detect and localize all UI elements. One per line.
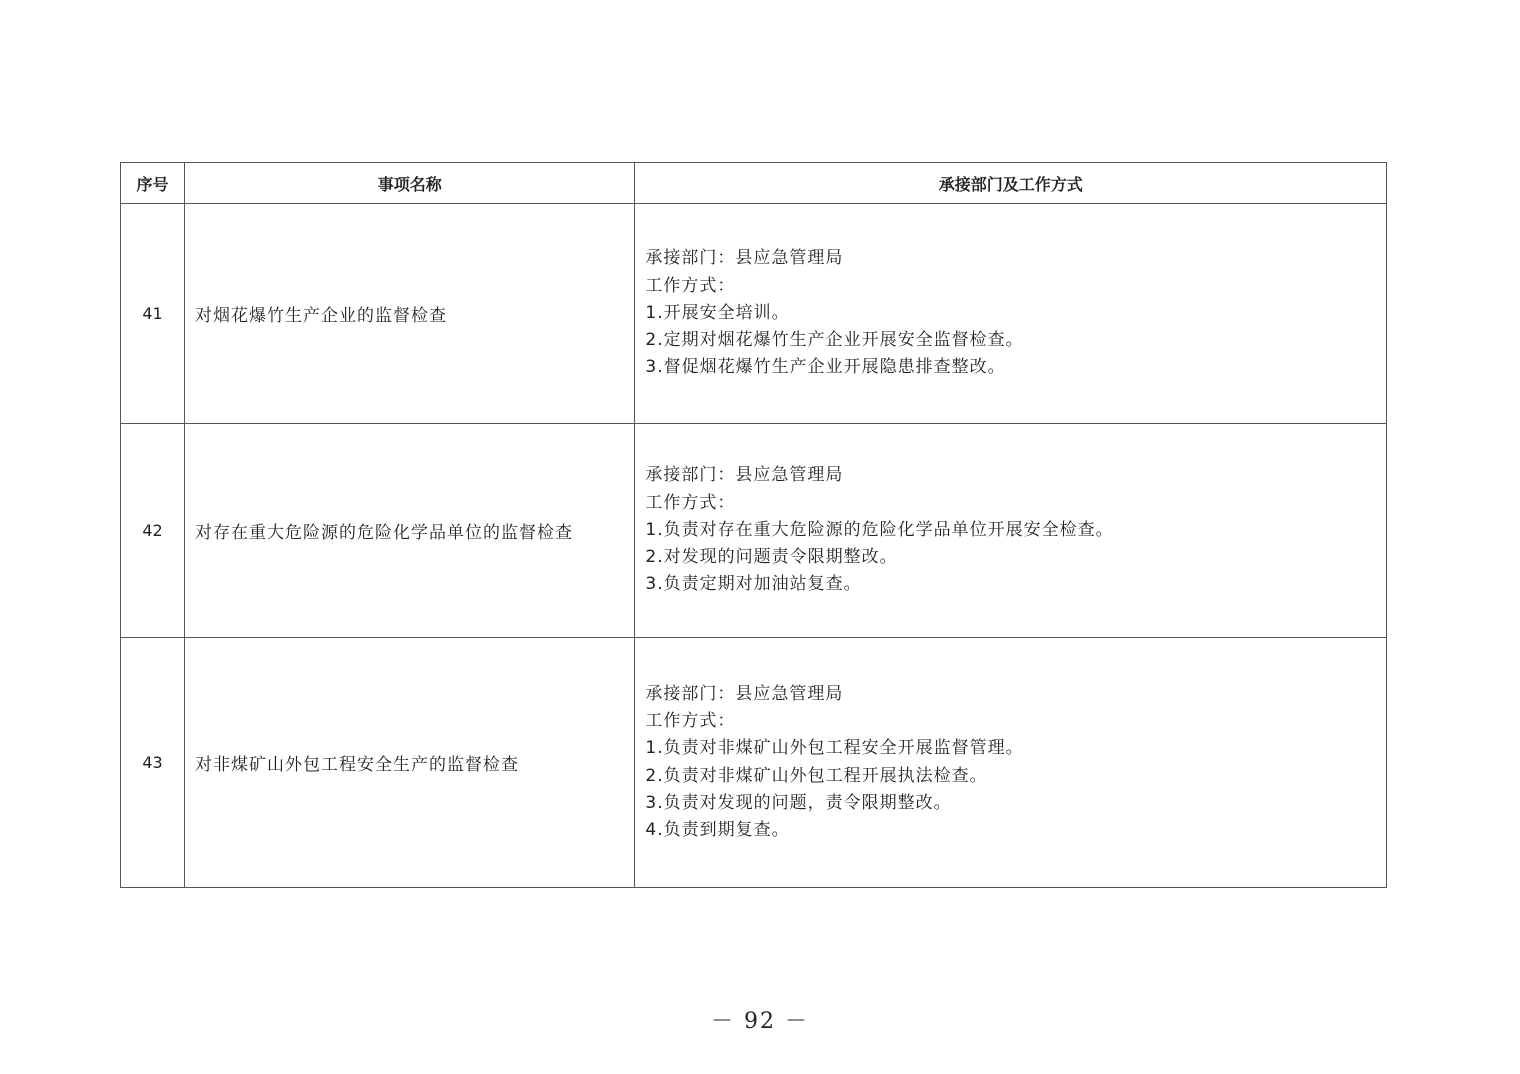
- table-row: [121, 638, 1387, 888]
- row-serial-number: 41: [121, 204, 185, 424]
- method-line: 1.负责对存在重大危险源的危险化学品单位开展安全检查。: [645, 519, 1114, 540]
- method-line: 4.负责到期复查。: [645, 820, 790, 841]
- row-serial-number: 43: [121, 638, 185, 888]
- table-row: [121, 204, 1387, 424]
- row-item-name: 对非煤矿山外包工程安全生产的监督检查: [185, 638, 635, 888]
- method-line: 2.负责对非煤矿山外包工程开展执法检查。: [645, 765, 988, 786]
- items-table: [120, 162, 1387, 888]
- method-line: 3.负责对发现的问题，责令限期整改。: [645, 792, 952, 813]
- row-item-name: 对烟花爆竹生产企业的监督检查: [185, 204, 635, 424]
- method-line: 1.开展安全培训。: [645, 302, 790, 323]
- header-item-name: 事项名称: [185, 163, 635, 204]
- row-serial-number: 42: [121, 424, 185, 638]
- items-table-container: [120, 162, 1387, 888]
- method-line: 承接部门：县应急管理局: [645, 248, 844, 269]
- method-line: 工作方式：: [645, 710, 736, 731]
- row-item-name: 对存在重大危险源的危险化学品单位的监督检查: [185, 424, 635, 638]
- method-line: 承接部门：县应急管理局: [645, 465, 844, 486]
- method-line: 3.督促烟花爆竹生产企业开展隐患排查整改。: [645, 357, 1006, 378]
- header-serial-number: 序号: [121, 163, 185, 204]
- method-line: 承接部门：县应急管理局: [645, 683, 844, 704]
- method-line: 工作方式：: [645, 275, 736, 296]
- table-row: [121, 424, 1387, 638]
- method-line: 2.定期对烟花爆竹生产企业开展安全监督检查。: [645, 330, 1024, 351]
- method-line: 2.对发现的问题责令限期整改。: [645, 547, 898, 568]
- method-line: 3.负责定期对加油站复查。: [645, 574, 862, 595]
- row-method-cell: [635, 638, 1387, 888]
- page-number: － 92 －: [711, 1009, 809, 1034]
- row-method-cell: [635, 204, 1387, 424]
- header-department-and-method: 承接部门及工作方式: [635, 163, 1387, 204]
- table-header-row: [121, 163, 1387, 204]
- row-method-cell: [635, 424, 1387, 638]
- method-line: 1.负责对非煤矿山外包工程安全开展监督管理。: [645, 738, 1024, 759]
- method-line: 工作方式：: [645, 492, 736, 513]
